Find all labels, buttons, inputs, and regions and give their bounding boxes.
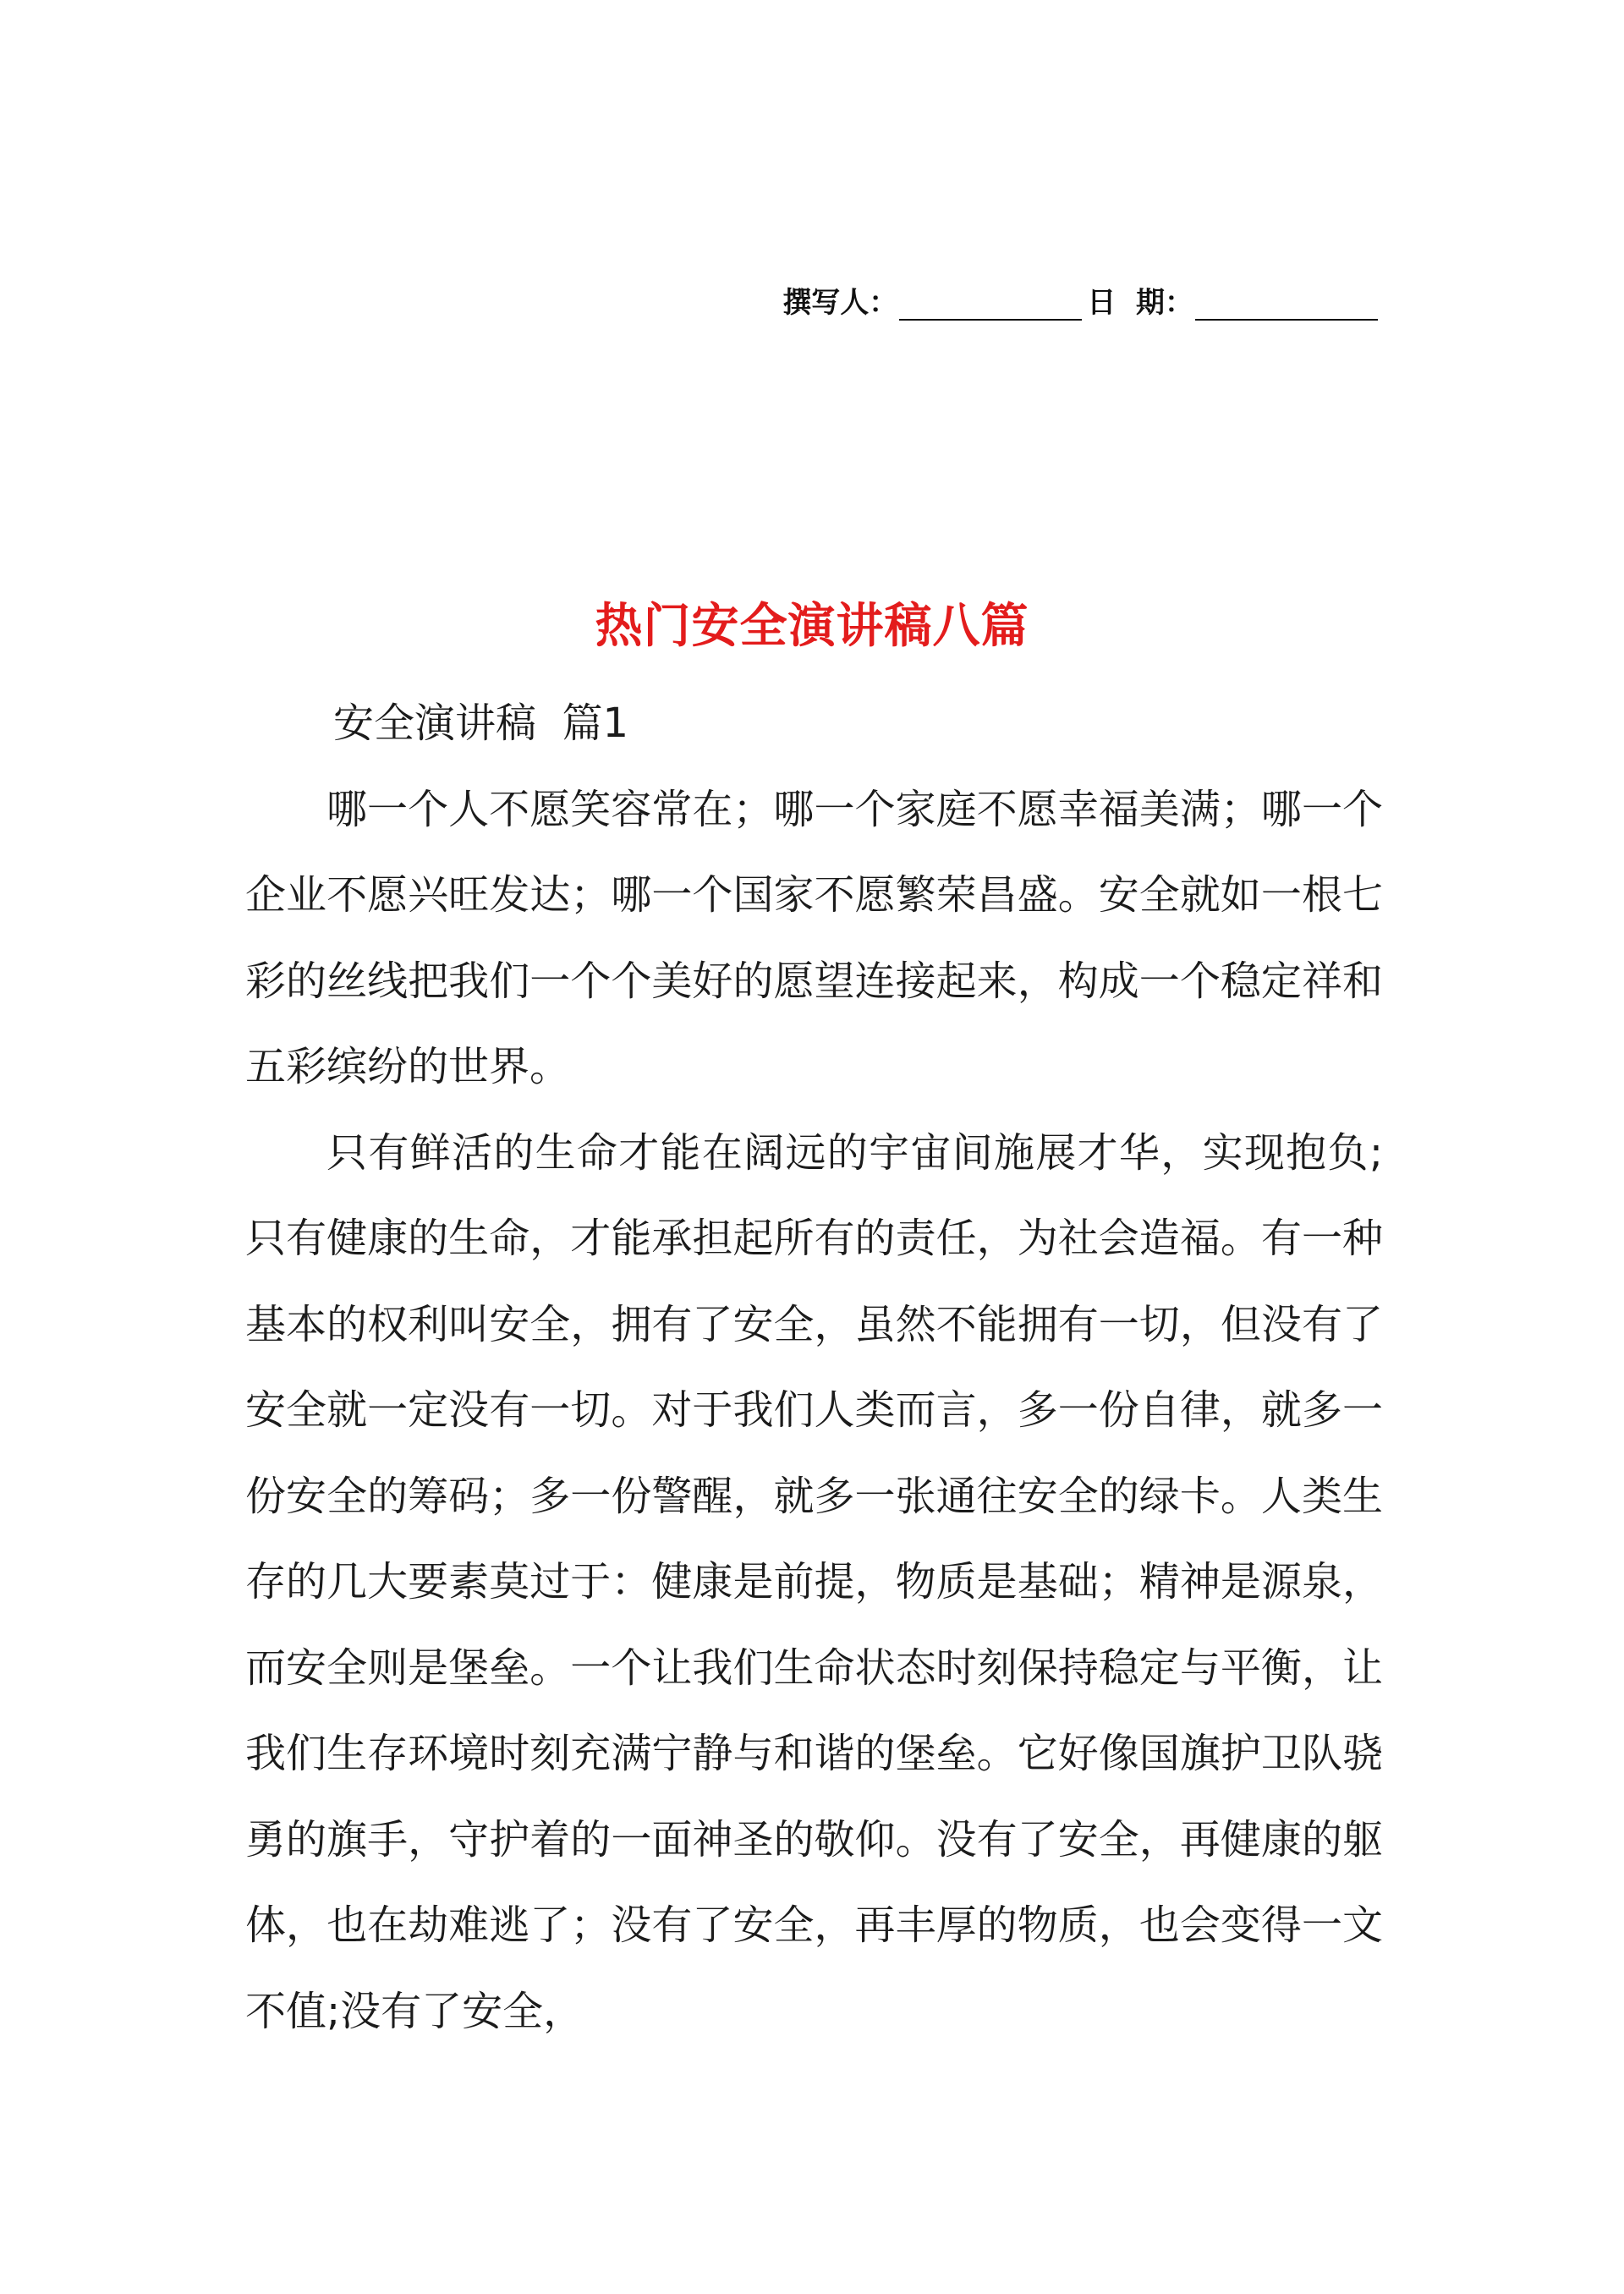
paragraph-2: 只有鲜活的生命才能在阔远的宇宙间施展才华，实现抱负;只有健康的生命，才能承担起所有的责任，为社会造福。有一种基本的权利叫安全，拥有了安全，虽然不能拥有一切，但没有了安全就一定没有一切。对于我们人类而言，多一份自律，就多一份安全的筹码；多一份警醒，就多一张通往安全的绿卡。人类生存的几大要素莫过于：健康是前提，物质是基础；精神是源泉，而安全则是堡垒。一个让我们生命状态时刻保持稳定与平衡，让我们生存环境时刻充满宁静与和谐的堡垒。它好像国旗护卫队骁勇的旗手，守护着的一面神圣的敬仰。没有了安全，再健康的躯体，也在劫难逃了；没有了安全，再丰厚的物质，也会变得一文不值;没有了安全， xyxy=(245,1128,1383,2035)
document-title: 热门安全演讲稿八篇 xyxy=(595,598,1029,654)
author-date-line xyxy=(782,279,1383,321)
author-blank xyxy=(899,285,1082,321)
date-blank xyxy=(1195,285,1378,321)
date-label: 日 期： xyxy=(1087,286,1193,320)
document-body xyxy=(245,681,1383,2055)
paragraph-1: 哪一个人不愿笑容常在；哪一个家庭不愿幸福美满；哪一个企业不愿兴旺发达；哪一个国家不愿繁荣昌盛。安全就如一根七彩的丝线把我们一个个美好的愿望连接起来，构成一个稳定祥和五彩缤纷的世界。 xyxy=(245,785,1383,1090)
section-heading: 安全演讲稿 篇1 xyxy=(333,700,629,747)
author-label: 撰写人： xyxy=(782,286,898,320)
